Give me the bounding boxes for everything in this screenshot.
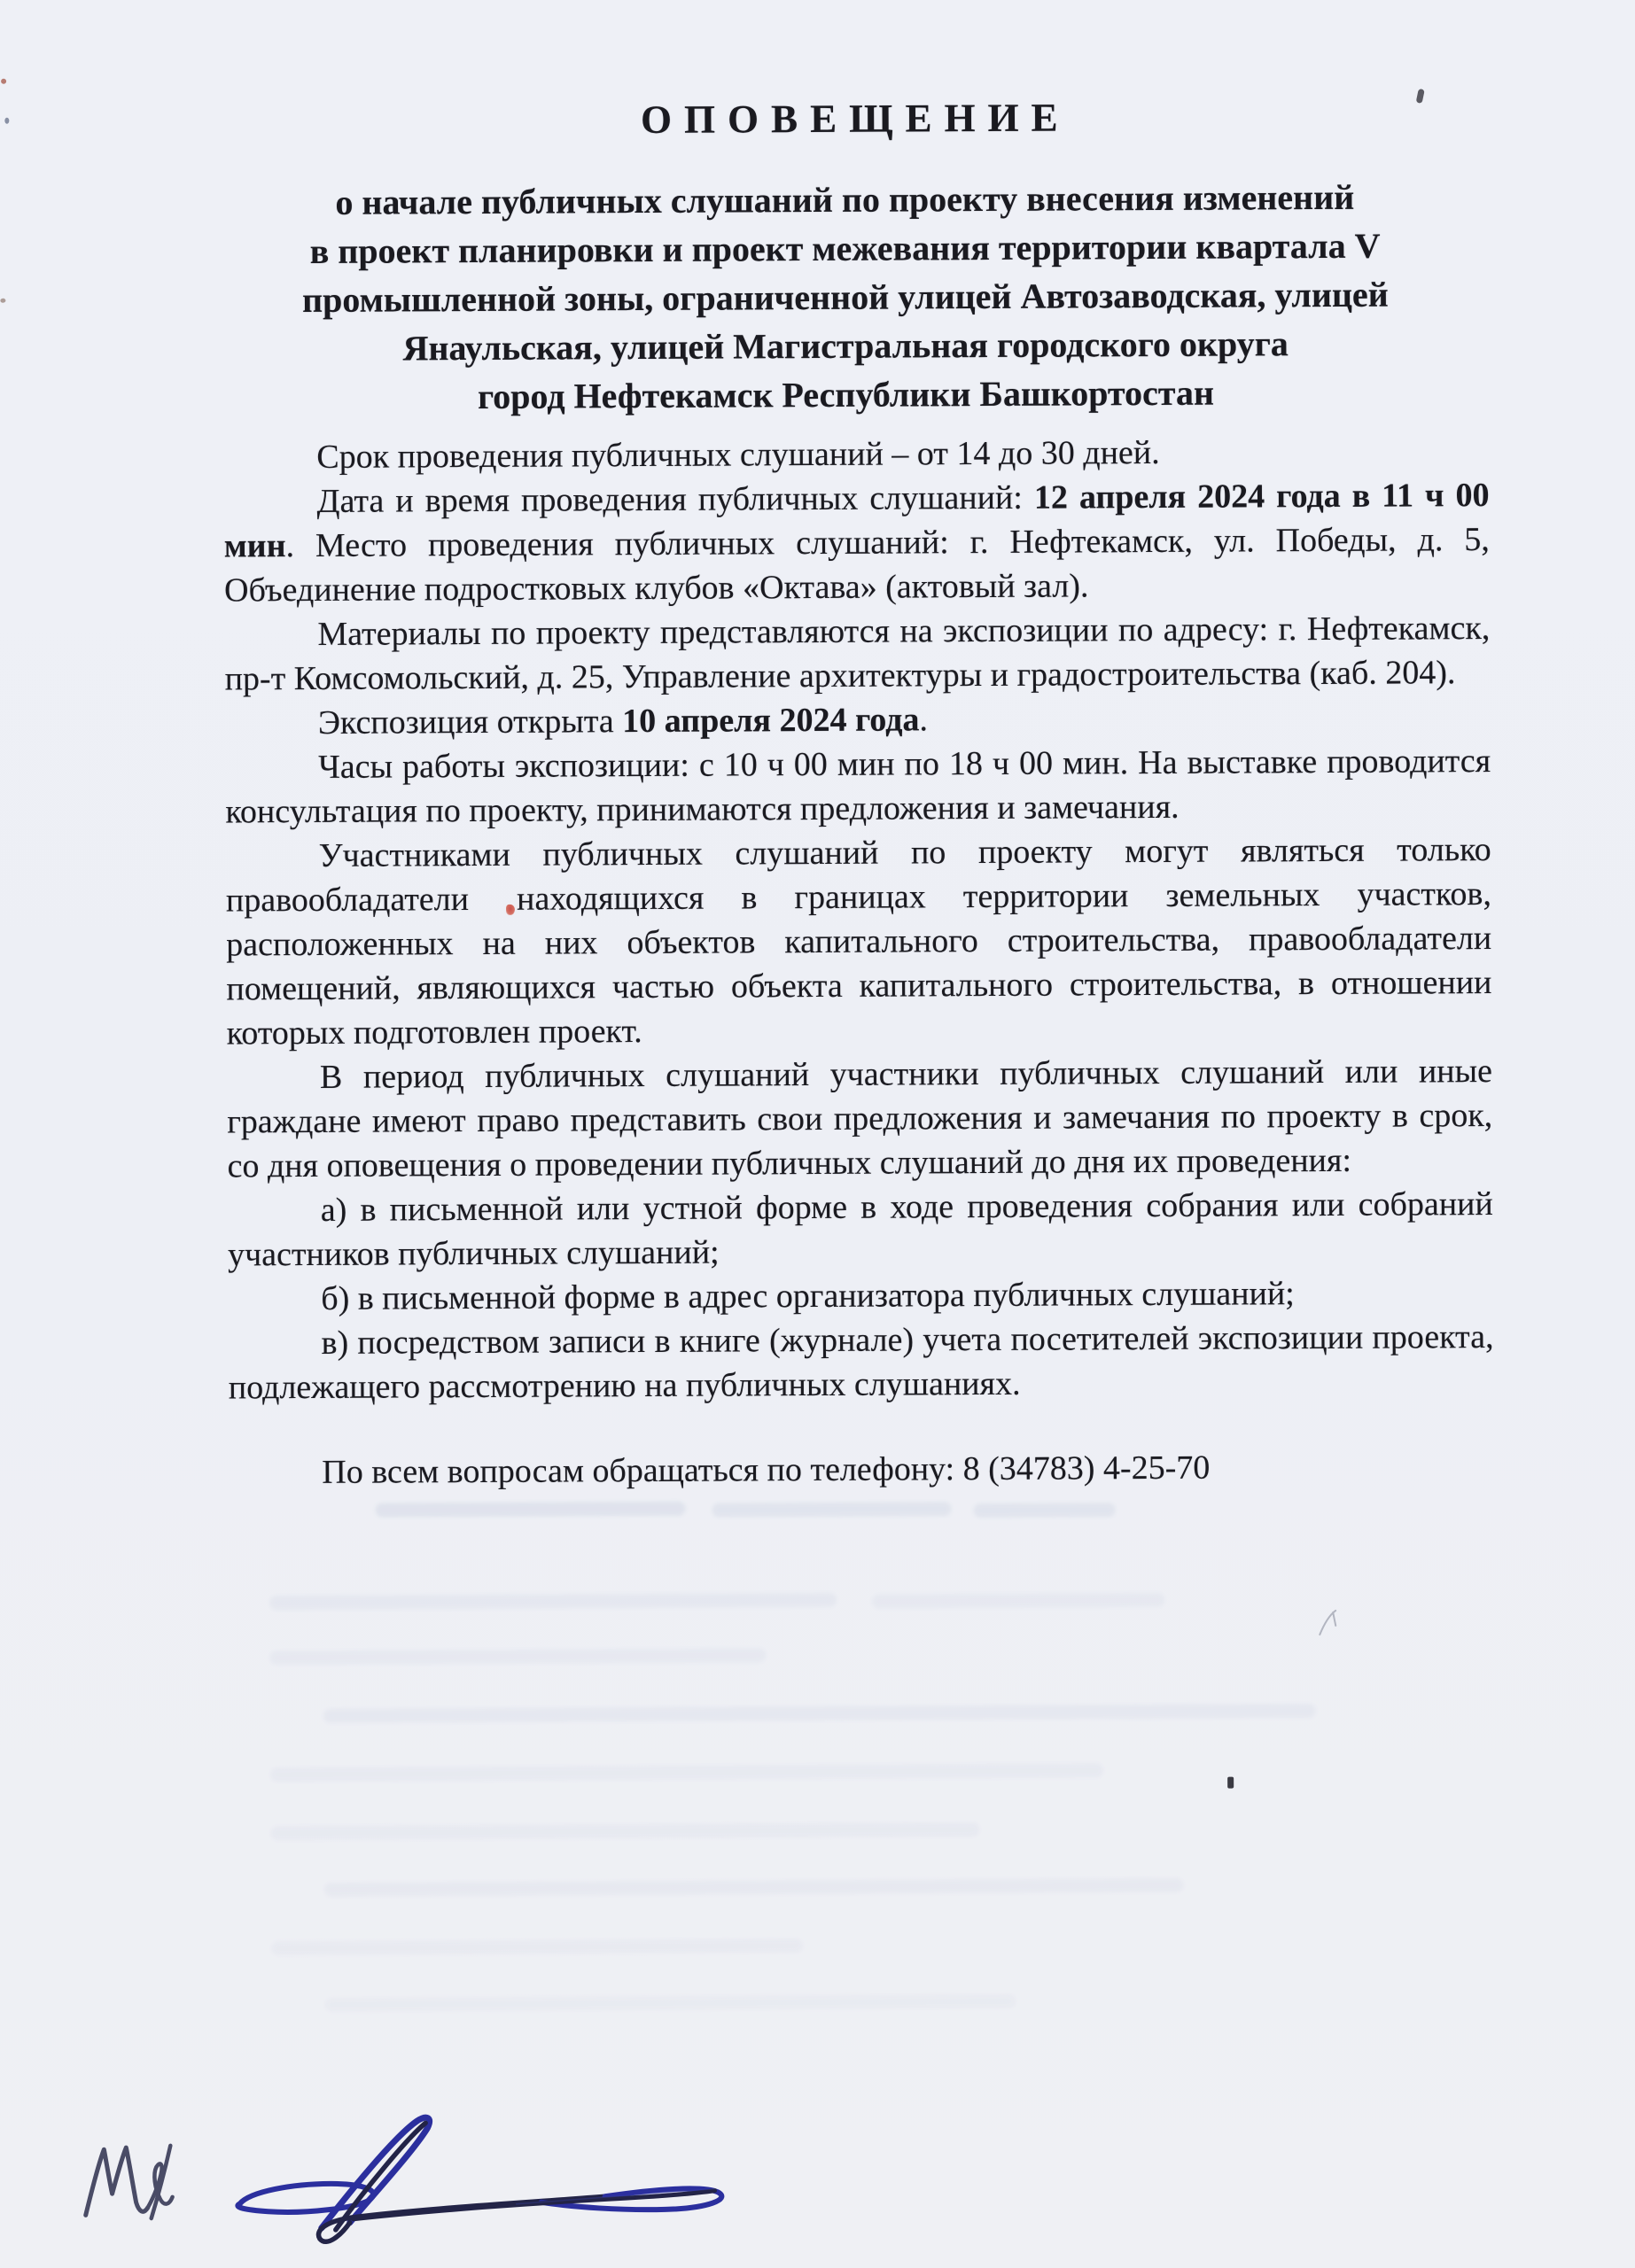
document-body bbox=[223, 429, 1494, 1495]
paragraph-date-place bbox=[223, 473, 1490, 612]
bleed-through-line bbox=[712, 1502, 952, 1517]
paragraph-item-b bbox=[228, 1270, 1493, 1321]
paragraph-text: В период публичных слушаний участники публичных слушаний или иные граждане имеют право представить свои предложения и замечания по проекту в срок, со дня оповещения о проведении публичных слушаний до дня их проведения: bbox=[227, 1052, 1493, 1185]
bleed-through-line bbox=[271, 1938, 803, 1955]
document-subtitle bbox=[174, 172, 1517, 423]
subtitle-line: о начале публичных слушаний по проекту внесения изменений bbox=[335, 176, 1355, 222]
paragraph-participants bbox=[226, 827, 1492, 1055]
signature-area bbox=[55, 2093, 747, 2268]
signature-stroke bbox=[354, 2191, 715, 2219]
paragraph-text: в) посредством записи в книге (журнале) учета посетителей экспозиции проекта, подлежащего рассмотрению на публичных слушаниях. bbox=[228, 1318, 1494, 1407]
paragraph-item-a bbox=[228, 1182, 1494, 1277]
scan-speck bbox=[0, 299, 5, 303]
scan-speck bbox=[1227, 1777, 1234, 1789]
subtitle-line: Янаульская, улицей Магистральная городского округа bbox=[402, 323, 1289, 369]
subtitle-line: в проект планировки и проект межевания территории квартала V bbox=[309, 225, 1381, 271]
paragraph-materials bbox=[224, 606, 1491, 701]
bleed-through-line bbox=[376, 1502, 686, 1518]
signature-hairline bbox=[517, 2189, 715, 2204]
paragraph-text: находящихся в границах территории земельных участков, расположенных на них объектов капитального строительства, правообладатели помещений, являющихся частью объекта капитального строительства, в отношении которых подготовлен проект. bbox=[226, 875, 1492, 1052]
paragraph-text: . Место проведения публичных слушаний: г. Нефтекамск, ул. Победы, д. 5, Объединение подростковых клубов «Октава» (актовый зал). bbox=[224, 521, 1490, 610]
subtitle-line: город Нефтекамск Республики Башкортостан bbox=[477, 372, 1215, 416]
bleed-through-line bbox=[974, 1503, 1116, 1518]
subtitle-line: промышленной зоны, ограниченной улицей Автозаводская, улицей bbox=[301, 274, 1389, 321]
scan-speck bbox=[1, 79, 6, 84]
bleed-through-line bbox=[324, 1994, 1016, 2012]
date-time-bold: 12 апреля 2024 года в 11 ч 00 мин bbox=[223, 477, 1490, 565]
paragraph-expo-open bbox=[225, 695, 1491, 745]
paragraph-text: Материалы по проекту представляются на экспозиции по адресу: г. Нефтекамск, пр-т Комсомольский, д. 25, Управление архитектуры и градостроительства (каб. 204). bbox=[224, 610, 1491, 698]
bleed-through-line bbox=[323, 1704, 1316, 1723]
expo-date-bold: 10 апреля 2024 года bbox=[622, 701, 920, 741]
initials-stroke bbox=[85, 2148, 147, 2215]
scan-speck bbox=[4, 118, 9, 124]
page-title: ОПОВЕЩЕНИЕ bbox=[640, 95, 1071, 143]
red-ink-speck bbox=[506, 905, 515, 915]
paragraph-text: . bbox=[919, 701, 929, 739]
bleed-through-line bbox=[270, 1763, 1103, 1782]
paragraph-term bbox=[223, 429, 1489, 479]
faint-pen-mark bbox=[1317, 1608, 1340, 1638]
paragraph-text: По всем вопросам обращаться по телефону: 8 (34783) 4-25-70 bbox=[322, 1449, 1211, 1491]
bleed-through-line bbox=[269, 1593, 837, 1610]
bleed-through-line bbox=[324, 1878, 1184, 1897]
paragraph-text: Дата и время проведения публичных слушаний: bbox=[316, 478, 1035, 520]
bleed-through-line bbox=[269, 1648, 766, 1665]
bleed-through-line bbox=[872, 1593, 1164, 1609]
paragraph-text: б) в письменной форме в адрес организатора публичных слушаний; bbox=[321, 1275, 1295, 1317]
paragraph-text: а) в письменной или устной форме в ходе проведения собрания или собраний участников публичных слушаний; bbox=[227, 1185, 1493, 1274]
paragraph-expo-hours bbox=[225, 739, 1491, 834]
paragraph-text: Участниками публичных слушаний по проекту могут являться только правообладатели bbox=[225, 831, 1491, 920]
signature-ink bbox=[55, 2093, 747, 2268]
contact-phone-line bbox=[229, 1444, 1494, 1495]
paragraph-item-v bbox=[228, 1315, 1494, 1410]
paragraph-text: Экспозиция открыта bbox=[317, 703, 623, 742]
paragraph-text: Срок проведения публичных слушаний – от 14 до 30 дней. bbox=[316, 433, 1160, 476]
paragraph-text: Часы работы экспозиции: с 10 ч 00 мин по 18 ч 00 мин. На выставке проводится консультация по проекту, принимаются предложения и замечания. bbox=[225, 742, 1491, 831]
bleed-through-line bbox=[270, 1822, 979, 1840]
paragraph-period bbox=[227, 1049, 1493, 1188]
